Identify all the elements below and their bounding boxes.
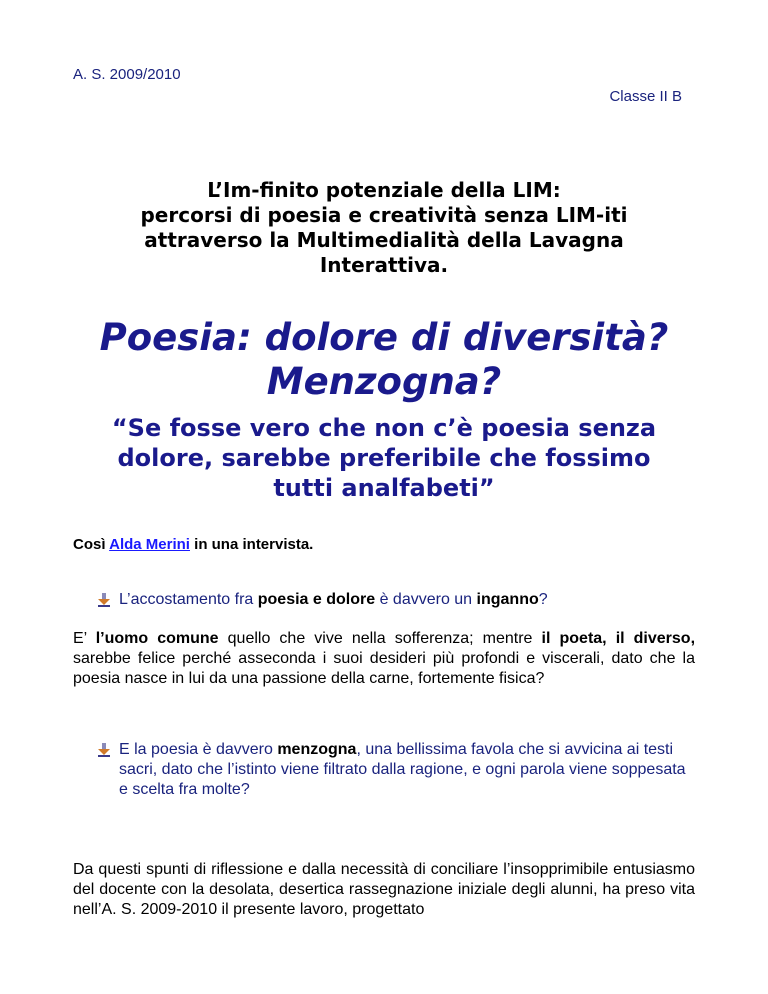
bullet-item bbox=[97, 740, 695, 800]
arrow-down-bullet-icon bbox=[97, 593, 111, 607]
intro-suffix: in una intervista. bbox=[189, 536, 314, 553]
bullet-item bbox=[97, 590, 697, 610]
bullet-text: E la poesia è davvero menzogna, una bellissima favola che si avvicina ai testi sacri, dato che l’istinto viene filtrato dalla ragione, e ogni parola viene soppesata e scelta fra molte? bbox=[119, 741, 686, 798]
bullet-text: L’accostamento fra poesia e dolore è davvero un inganno? bbox=[119, 591, 548, 608]
quote-line: “Se fosse vero che non c’è poesia senza bbox=[111, 414, 657, 442]
intro-prefix: Così bbox=[73, 536, 110, 553]
headline-line: Menzogna? bbox=[266, 360, 502, 403]
title-line: percorsi di poesia e creatività senza LIM-iti bbox=[140, 203, 628, 227]
document-title bbox=[60, 178, 708, 278]
paragraph: Da questi spunti di riflessione e dalla necessità di conciliare l’insopprimibile entusiasmo del docente con la desolata, desertica rassegnazione iniziale degli alunni, ha preso vita nell’A. S. 2009-2010 il presente lavoro, progettato bbox=[73, 861, 695, 918]
paragraph: E’ l’uomo comune quello che vive nella sofferenza; mentre il poeta, il diverso, sarebbe felice perché asseconda i suoi desideri più profondi e viscerali, dato che la poesia nasce in lui da una passione della carne, fortemente fisica? bbox=[73, 630, 696, 687]
arrow-down-bullet-icon bbox=[97, 743, 111, 757]
class-name: Classe II B bbox=[609, 88, 682, 105]
headline bbox=[60, 316, 708, 404]
title-line: Interattiva. bbox=[319, 253, 449, 277]
title-line: L’Im-finito potenziale della LIM: bbox=[207, 178, 561, 202]
school-year: A. S. 2009/2010 bbox=[73, 66, 181, 83]
title-line: attraverso la Multimedialità della Lavagna bbox=[144, 228, 624, 252]
headline-line: Poesia: dolore di diversità? bbox=[99, 316, 669, 359]
alda-merini-link[interactable]: Alda Merini bbox=[109, 536, 190, 553]
quote bbox=[60, 413, 708, 503]
intro-line bbox=[73, 536, 313, 553]
quote-line: dolore, sarebbe preferibile che fossimo bbox=[117, 444, 651, 472]
quote-line: tutti analfabeti” bbox=[273, 474, 495, 502]
